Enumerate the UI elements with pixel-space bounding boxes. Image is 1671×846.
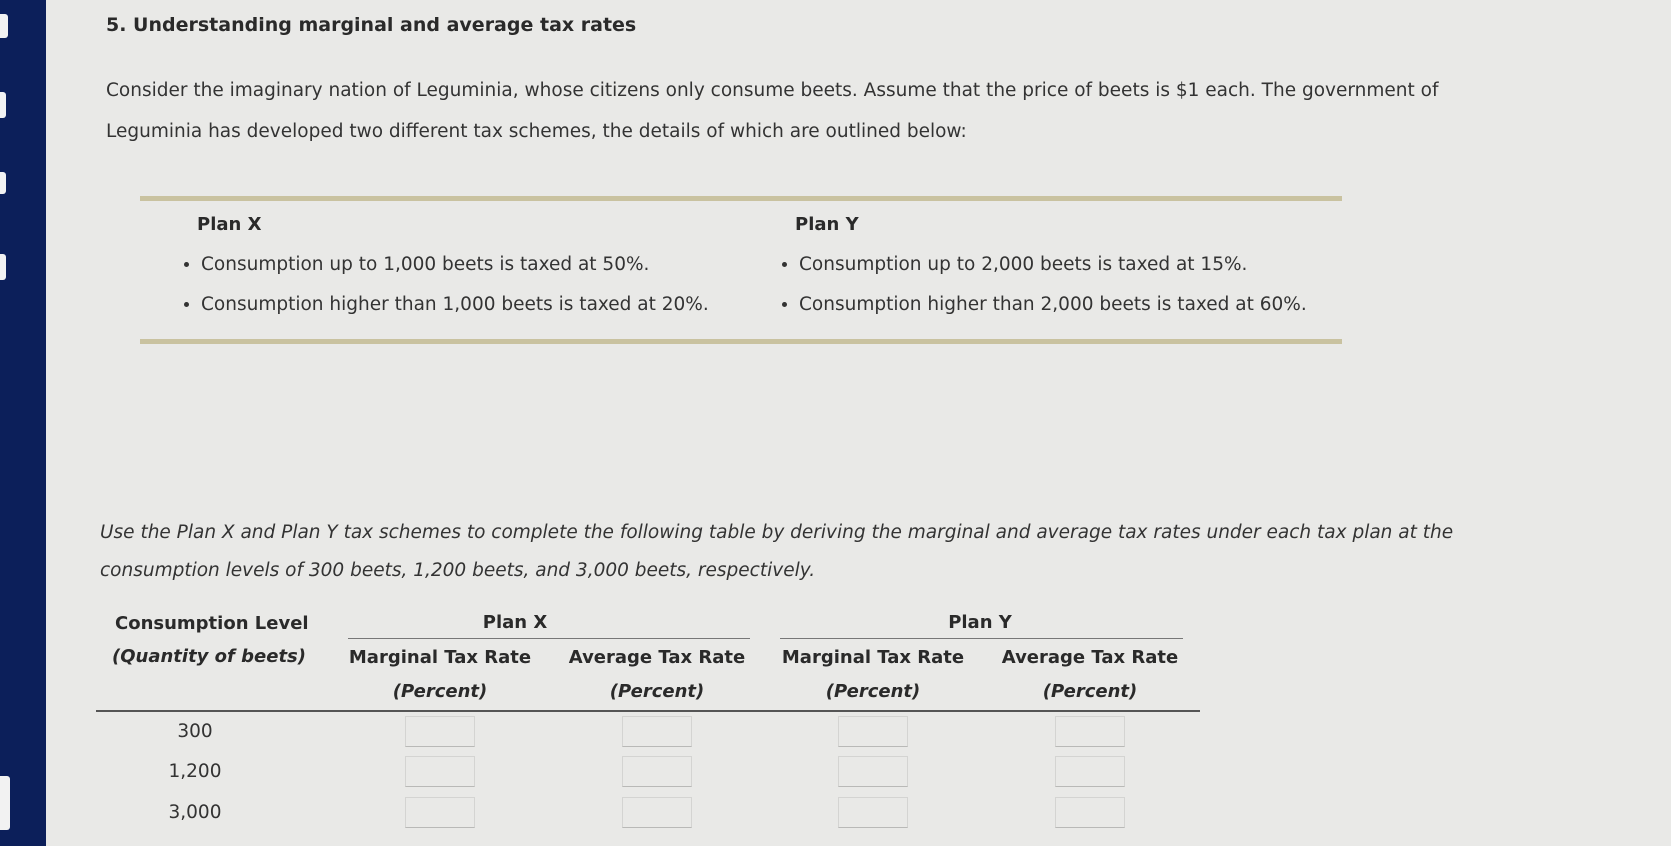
plan-y-average-300-input[interactable] — [1055, 716, 1125, 747]
plan-x-average-header: Average Tax Rate — [568, 647, 746, 668]
sidebar-marker — [0, 92, 6, 118]
plan-y-marginal-1200-input[interactable] — [838, 756, 908, 787]
plan-x-average-300-input[interactable] — [622, 716, 692, 747]
plan-y-average-1200-input[interactable] — [1055, 756, 1125, 787]
plan-x-rules — [180, 245, 709, 325]
intro-line: Consider the imaginary nation of Leguminia, whose citizens only consume beets. Assume that the price of beets is $1 each. The government of — [106, 80, 1439, 101]
plan-rule: Consumption up to 2,000 beets is taxed at 15%. — [778, 245, 1307, 285]
plan-x-marginal-header: Marginal Tax Rate — [348, 647, 532, 668]
plan-rule: Consumption higher than 2,000 beets is taxed at 60%. — [778, 285, 1307, 325]
sidebar-marker — [0, 254, 6, 280]
left-sidebar — [0, 0, 46, 846]
sidebar-marker — [0, 172, 6, 194]
plan-x-average-unit: (Percent) — [609, 681, 705, 702]
plan-rule: Consumption up to 1,000 beets is taxed at 50%. — [180, 245, 709, 285]
plan-y-heading: Plan Y — [795, 214, 859, 235]
row-label-1200: 1,200 — [168, 761, 222, 782]
plan-y-average-header: Average Tax Rate — [1001, 647, 1179, 668]
plan-x-marginal-1200-input[interactable] — [405, 756, 475, 787]
intro-line: Leguminia has developed two different tax schemes, the details of which are outlined below: — [106, 121, 967, 142]
plans-top-rule — [140, 196, 1342, 201]
plan-x-heading: Plan X — [197, 214, 262, 235]
plan-y-marginal-header: Marginal Tax Rate — [781, 647, 965, 668]
tax-rate-table — [100, 605, 1200, 846]
quantity-subheader: (Quantity of beets) — [112, 646, 306, 667]
question-intro — [106, 70, 1506, 152]
plan-x-marginal-unit: (Percent) — [392, 681, 488, 702]
plan-x-marginal-300-input[interactable] — [405, 716, 475, 747]
plan-x-group-rule — [348, 638, 750, 639]
plan-y-average-unit: (Percent) — [1042, 681, 1138, 702]
plan-y-marginal-unit: (Percent) — [825, 681, 921, 702]
consumption-level-header: Consumption Level — [115, 613, 309, 634]
plan-y-column — [778, 214, 1307, 325]
plan-y-marginal-300-input[interactable] — [838, 716, 908, 747]
row-label-3000: 3,000 — [168, 802, 222, 823]
plan-x-column — [180, 214, 709, 325]
plan-y-group-header: Plan Y — [948, 612, 1012, 633]
table-header-rule — [96, 710, 1200, 712]
instructions — [100, 514, 1500, 590]
plans-bottom-rule — [140, 339, 1342, 344]
plan-x-average-1200-input[interactable] — [622, 756, 692, 787]
tax-plans-box — [140, 196, 1342, 344]
plan-y-marginal-3000-input[interactable] — [838, 797, 908, 828]
plan-x-average-3000-input[interactable] — [622, 797, 692, 828]
row-label-300: 300 — [177, 721, 213, 742]
sidebar-marker — [0, 776, 10, 830]
plan-x-marginal-3000-input[interactable] — [405, 797, 475, 828]
sidebar-marker — [0, 14, 8, 38]
plan-y-group-rule — [780, 638, 1183, 639]
question-title: 5. Understanding marginal and average tax rates — [106, 14, 637, 36]
plan-y-rules — [778, 245, 1307, 325]
instructions-line: consumption levels of 300 beets, 1,200 beets, and 3,000 beets, respectively. — [100, 560, 816, 581]
plan-x-group-header: Plan X — [482, 612, 548, 633]
instructions-line: Use the Plan X and Plan Y tax schemes to complete the following table by deriving the marginal and average tax rates under each tax plan at the — [100, 522, 1454, 543]
plan-rule: Consumption higher than 1,000 beets is taxed at 20%. — [180, 285, 709, 325]
plan-y-average-3000-input[interactable] — [1055, 797, 1125, 828]
